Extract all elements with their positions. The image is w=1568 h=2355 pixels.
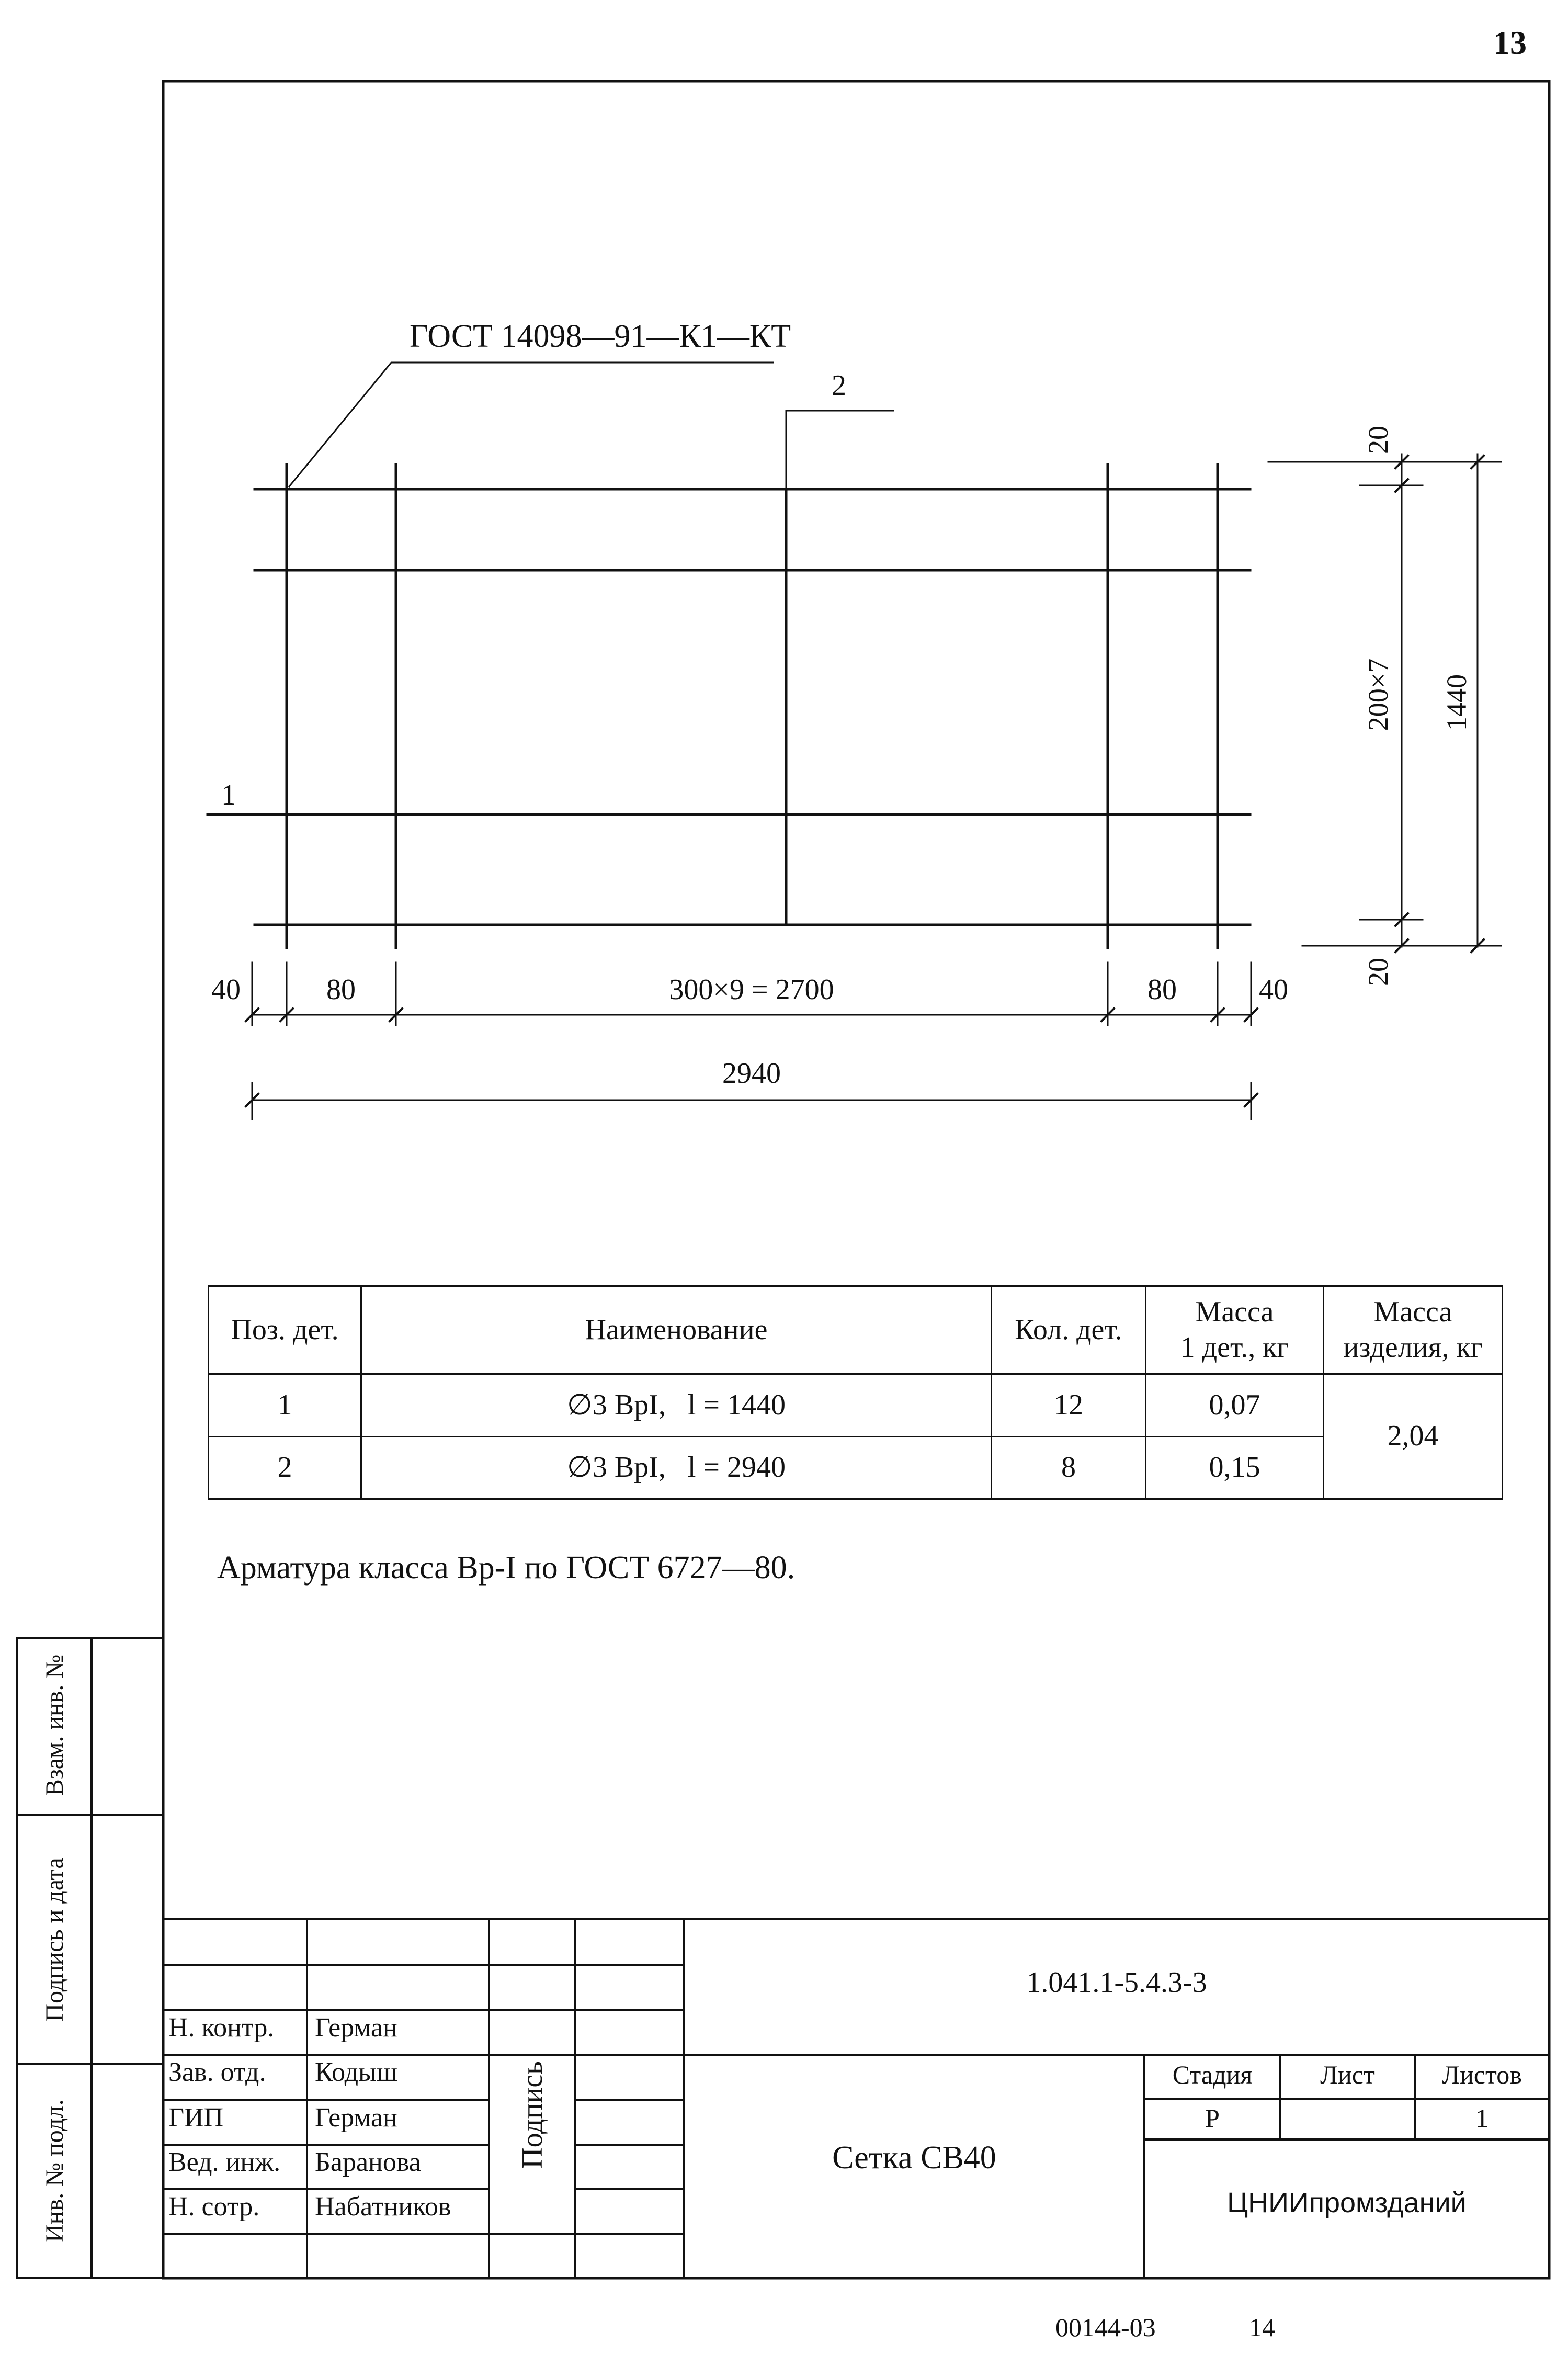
cell-name: ∅3 ВрI, l = 2940	[361, 1436, 992, 1499]
side-stamp-vzam: Взам. инв. №	[41, 1654, 69, 1796]
cell-mass: 0,15	[1146, 1436, 1324, 1499]
cell-pos: 1	[209, 1374, 361, 1436]
cell-mass-total: 2,04	[1324, 1374, 1503, 1499]
stage-label: Стадия	[1172, 2060, 1253, 2089]
footer-code: 00144-03	[1055, 2313, 1156, 2342]
cell-qty: 8	[992, 1436, 1146, 1499]
page-number: 13	[1493, 24, 1527, 61]
sheet-label: Лист	[1320, 2060, 1375, 2089]
table-header-row	[209, 1286, 1503, 1374]
dim-right-step: 80	[1147, 973, 1177, 1006]
role-label: Вед. инж.	[168, 2147, 281, 2177]
header-mass-total-line1: Масса	[1373, 1296, 1452, 1329]
side-stamp-podpis-data: Подпись и дата	[41, 1858, 69, 2022]
dim-total-length: 2940	[722, 1057, 781, 1090]
dim-middle: 300×9 = 2700	[669, 973, 834, 1006]
cell-name: ∅3 ВрI, l = 1440	[361, 1374, 992, 1436]
stage-value: Р	[1205, 2103, 1220, 2133]
reinforcement-note: Арматура класса Вр-I по ГОСТ 6727—80.	[217, 1550, 796, 1586]
table-row	[209, 1374, 1503, 1436]
dim-total-width: 1440	[1441, 674, 1472, 731]
side-stamp-inv-podl: Инв. № подл.	[41, 2099, 69, 2243]
header-pos: Поз. дет.	[209, 1286, 361, 1374]
role-name: Герман	[315, 2103, 397, 2133]
header-qty: Кол. дет.	[992, 1286, 1146, 1374]
dim-left-edge: 40	[211, 973, 241, 1006]
dim-left-step: 80	[326, 973, 356, 1006]
dim-top-margin: 20	[1362, 426, 1394, 454]
dim-bottom-margin: 20	[1362, 958, 1394, 986]
header-mass-one-line1: Масса	[1195, 1296, 1274, 1329]
weld-note-gost: ГОСТ 14098—91—К1—КТ	[410, 319, 791, 354]
header-mass-total	[1324, 1286, 1503, 1374]
dim-right-edge: 40	[1259, 973, 1288, 1006]
role-label: Н. контр.	[168, 2013, 275, 2043]
transverse-bars	[287, 465, 1218, 948]
table-row	[209, 1436, 1503, 1499]
specification-table	[208, 1285, 1503, 1500]
organization-name: ЦНИИпромзданий	[1227, 2187, 1467, 2218]
role-name: Набатников	[315, 2192, 451, 2222]
header-name: Наименование	[361, 1286, 992, 1374]
role-name: Герман	[315, 2013, 397, 2043]
longitudinal-bars	[208, 489, 1250, 925]
role-name: Баранова	[315, 2147, 421, 2177]
leader-lines	[289, 363, 893, 489]
side-stamp-lines	[17, 1638, 163, 2278]
sheets-value: 1	[1475, 2103, 1489, 2133]
document-code: 1.041.1-5.4.3-3	[1026, 1966, 1207, 1999]
role-label: ГИП	[168, 2103, 224, 2133]
position-label-1: 1	[221, 779, 236, 811]
sheets-label: Листов	[1442, 2060, 1522, 2089]
drawing-title: Сетка СВ40	[832, 2140, 996, 2176]
role-label: Зав. отд.	[168, 2057, 266, 2087]
cell-mass: 0,07	[1146, 1374, 1324, 1436]
header-mass-one	[1146, 1286, 1324, 1374]
role-name: Кодыш	[315, 2057, 398, 2087]
footer-sheet: 14	[1249, 2313, 1275, 2342]
dim-spacing: 200×7	[1362, 658, 1394, 731]
role-label: Н. сотр.	[168, 2192, 260, 2222]
signature-column-label: Подпись	[516, 2061, 549, 2169]
header-mass-one-line2: 1 дет., кг	[1180, 1331, 1289, 1364]
position-label-2: 2	[832, 369, 846, 402]
cell-pos: 2	[209, 1436, 361, 1499]
cell-qty: 12	[992, 1374, 1146, 1436]
header-mass-total-line2: изделия, кг	[1343, 1331, 1483, 1364]
